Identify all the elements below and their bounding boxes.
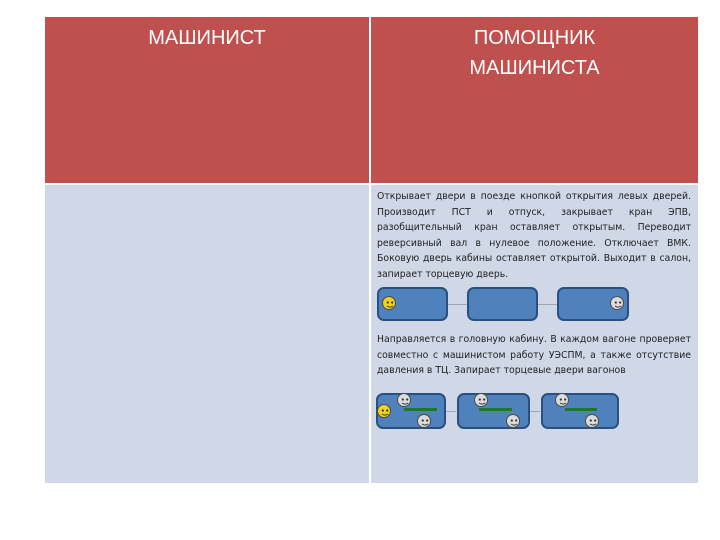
assistant-grey-face-icon bbox=[506, 414, 520, 428]
assistant-step-2-text: Направляется в головную кабину. В каждом вагоне проверяет совместно с машинистом работу УЭСПМ, а также отсутствие давления в ТЦ. Запирает торцевые двери вагонов bbox=[377, 334, 691, 377]
assistant-cell bbox=[371, 185, 698, 483]
driver-yellow-face-icon bbox=[377, 404, 391, 418]
assistant-grey-face-icon bbox=[474, 393, 488, 407]
assistant-grey-face-icon bbox=[555, 393, 569, 407]
assistant-grey-face-icon bbox=[585, 414, 599, 428]
green-bar bbox=[404, 408, 437, 411]
assistant-step-1-text: Открывает двери в поезде кнопкой открытия левых дверей. Производит ПСТ и отпуск, закрывает кран ЭПВ, разобщительный кран оставляет открытым. Переводит реверсивный вал в нулевое положение. Отключает ВМК. Боковую дверь кабины оставляет открытой. Выходит в салон, запирает торцевую дверь. bbox=[377, 191, 691, 280]
train-car-middle bbox=[467, 287, 538, 321]
green-bar bbox=[565, 408, 597, 411]
driver-cell bbox=[45, 185, 369, 483]
assistant-grey-face-icon bbox=[610, 296, 624, 310]
header-driver-label: МАШИНИСТ bbox=[148, 27, 266, 49]
header-driver bbox=[45, 17, 369, 183]
assistant-grey-face-icon bbox=[417, 414, 431, 428]
comparison-table bbox=[45, 17, 698, 483]
header-assistant-line1: ПОМОЩНИК bbox=[473, 27, 596, 49]
green-bar bbox=[479, 408, 512, 411]
assistant-grey-face-icon bbox=[397, 393, 411, 407]
header-assistant bbox=[371, 17, 698, 183]
train-car-tail bbox=[541, 393, 619, 429]
car-coupler bbox=[530, 411, 540, 412]
car-coupler bbox=[448, 304, 469, 305]
driver-yellow-face-icon bbox=[382, 296, 396, 310]
car-coupler bbox=[538, 304, 557, 305]
car-coupler bbox=[446, 411, 456, 412]
header-assistant-label bbox=[371, 17, 698, 83]
header-assistant-line2: МАШИНИСТА bbox=[469, 57, 600, 79]
